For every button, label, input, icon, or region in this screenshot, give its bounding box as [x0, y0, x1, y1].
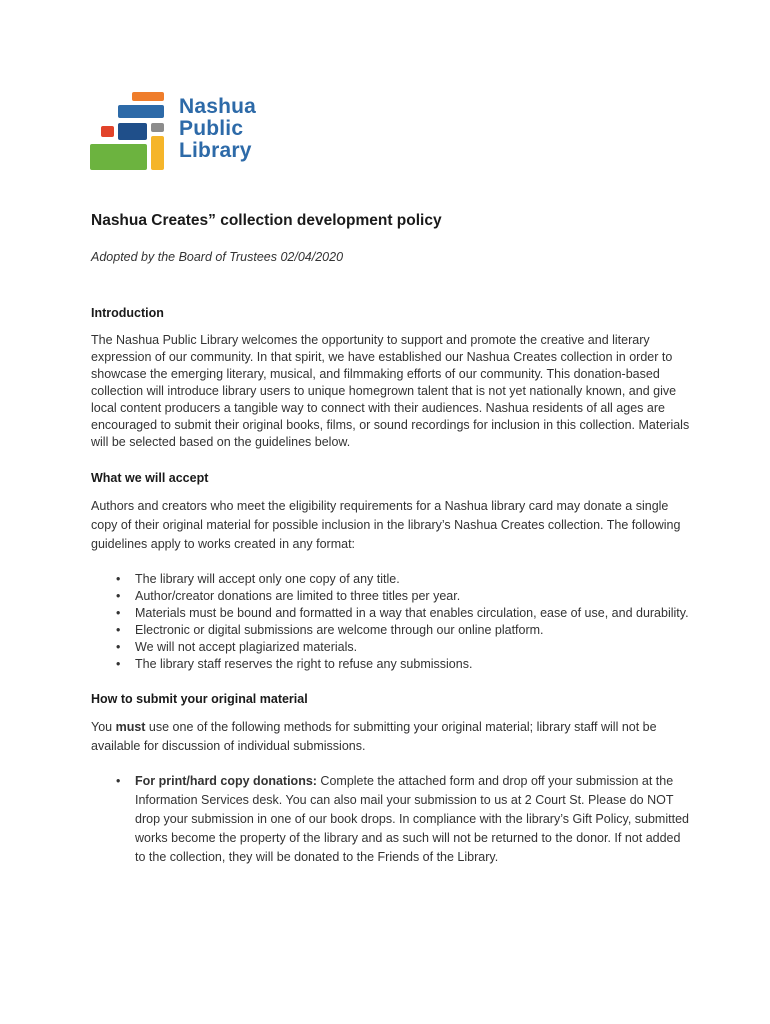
logo-block-red: [101, 126, 114, 137]
list-item: [91, 605, 691, 622]
bullet-icon: •: [116, 572, 121, 586]
logo-line-1: Nashua: [179, 95, 257, 118]
bullet-icon: •: [116, 640, 121, 654]
submit-intro-post: use one of the following methods for submitting your original material; library staff will not be available for discussion of individual submissions.: [91, 720, 657, 753]
list-item-text: The library staff reserves the right to refuse any submissions.: [135, 657, 473, 671]
accept-paragraph: Authors and creators who meet the eligibility requirements for a Nashua library card may donate a single copy of their original material for possible inclusion in the library’s Nashua Creates collection. The following guidelines apply to works created in any format:: [91, 499, 681, 551]
list-item: [91, 639, 691, 656]
library-logo: [88, 92, 278, 174]
logo-blocks: [88, 92, 170, 174]
submit-intro-emphasis: must: [115, 720, 146, 734]
logo-wordmark: [179, 96, 256, 162]
list-item-text: Electronic or digital submissions are welcome through our online platform.: [135, 623, 544, 637]
logo-line-2: Public: [179, 117, 244, 140]
introduction-paragraph: The Nashua Public Library welcomes the opportunity to support and promote the creative and literary expression of our community. In that spirit, we have established our Nashua Creates collection in order to showcase the emerging literary, musical, and filmmaking efforts of our community. This donation-based collection will introduce library users to unique homegrown talent that is not yet nationally known, and give local content producers a tangible way to connect with their audiences. Nashua residents of all ages are encouraged to submit their original books, films, or sound recordings for inclusion in this collection. Materials will be selected based on the guidelines below.: [91, 333, 690, 449]
list-item-text: Author/creator donations are limited to three titles per year.: [135, 589, 461, 603]
submit-paragraph: [91, 718, 691, 756]
logo-line-3: Library: [179, 139, 252, 162]
submit-intro-pre: You: [91, 720, 116, 734]
list-item-text: We will not accept plagiarized materials.: [135, 640, 358, 654]
print-donations-label: For print/hard copy donations:: [135, 774, 317, 788]
accept-guidelines-list: [91, 571, 691, 673]
logo-block-yellow: [151, 136, 164, 170]
list-item: [91, 571, 691, 588]
logo-block-green: [90, 144, 147, 170]
bullet-icon: •: [116, 657, 121, 671]
list-item: [91, 588, 691, 605]
bullet-icon: •: [116, 774, 121, 788]
list-item: [91, 772, 691, 867]
list-item: [91, 656, 691, 673]
logo-block-gray: [151, 123, 164, 132]
document-body: [91, 212, 691, 867]
adopted-date: Adopted by the Board of Trustees 02/04/2020: [91, 250, 344, 264]
list-item: [91, 622, 691, 639]
bullet-icon: •: [116, 606, 121, 620]
introduction-heading: Introduction: [91, 306, 164, 320]
bullet-icon: •: [116, 589, 121, 603]
logo-block-blue-large: [118, 123, 147, 140]
document-title: Nashua Creates” collection development policy: [91, 212, 442, 229]
list-item-text: The library will accept only one copy of any title.: [135, 572, 400, 586]
accept-heading: What we will accept: [91, 471, 209, 485]
submit-heading: How to submit your original material: [91, 692, 308, 706]
logo-block-orange: [132, 92, 164, 101]
print-donations-text: Complete the attached form and drop off your submission at the Information Services desk. You can also mail your submission to us at 2 Court St. Please do NOT drop your submission in one of our book drops. In compliance with the library’s Gift Policy, submitted works become the property of the library and as such will not be returned to the donor. If not added to the collection, they will be donated to the Friends of the Library.: [135, 774, 689, 864]
submit-methods-list: [91, 772, 691, 867]
list-item-text: Materials must be bound and formatted in a way that enables circulation, ease of use, and durability.: [135, 606, 689, 620]
bullet-icon: •: [116, 623, 121, 637]
logo-block-blue-small: [118, 105, 164, 118]
